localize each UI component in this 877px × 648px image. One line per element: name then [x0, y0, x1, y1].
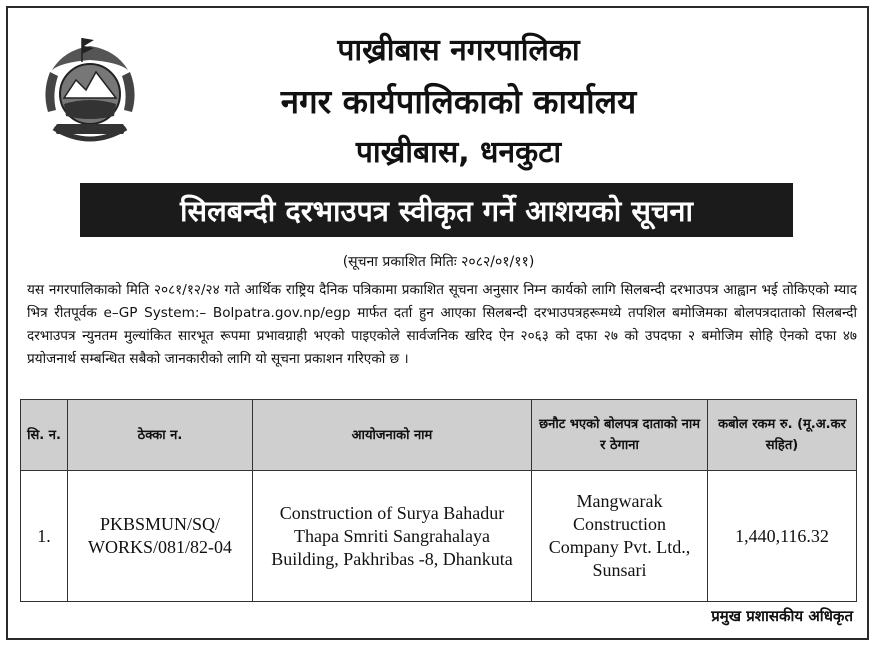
- notice-paragraph: यस नगरपालिकाको मिति २०८१/१२/२४ गते आर्थिक राष्ट्रिय दैनिक पत्रिकामा प्रकाशित सूचना अनुसार निम्न कार्यको लागि सिलबन्दी दरभाउपत्र आह्वान भई तोकिएको म्याद भित्र रीतपूर्वक e–GP System:– Bolpatra.gov.np/egp मार्फत दर्ता हुन आएका सिलबन्दी दरभाउपत्रहरूमध्ये तपशिल बमोजिमका बोलपत्रदाताको सिलबन्दी दरभाउपत्र न्युनतम मुल्यांकित सारभूत रूपमा प्रभावग्राही भएको पाइएकोले सार्वजनिक खरिद ऐन २०६३ को दफा २७ को उपदफा २ बमोजिम सोहि ऐनको दफा ४७ प्रयोजनार्थ सम्बन्धित सबैको जानकारीको लागि यो सूचना प्रकाशन गरिएको छ ।: [27, 282, 857, 367]
- notice-title-banner: [80, 183, 793, 237]
- header-contract-number: ठेक्का न.: [68, 400, 253, 471]
- cell-contract-number: PKBSMUN/SQ/ WORKS/081/82-04: [68, 471, 253, 602]
- office-address: पाख्रीबास, धनकुटा: [355, 135, 562, 170]
- table-row: [21, 471, 857, 602]
- header-project-name: आयोजनाको नाम: [253, 400, 532, 471]
- tender-table: [20, 399, 857, 602]
- cell-bidder: Mangwarak Construction Company Pvt. Ltd., Sunsari: [532, 471, 708, 602]
- header-serial-number: सि. न.: [21, 400, 68, 471]
- header-amount: कबोल रकम रु. (मू.अ.कर सहित): [708, 400, 857, 471]
- municipality-name: पाख्रीबास नगरपालिका: [337, 33, 580, 68]
- table-header-row: [21, 400, 857, 471]
- cell-amount: 1,440,116.32: [708, 471, 857, 602]
- signatory-title: प्रमुख प्रशासकीय अधिकृत: [711, 607, 853, 625]
- cell-serial-number: 1.: [21, 471, 68, 602]
- header-bidder: छनौट भएको बोलपत्र दाताको नाम र ठेगाना: [532, 400, 708, 471]
- publication-date: (सूचना प्रकाशित मितिः २०८२/०१/११): [342, 254, 535, 270]
- notice-title: सिलबन्दी दरभाउपत्र स्वीकृत गर्ने आशयको सूचना: [180, 193, 693, 228]
- office-name: नगर कार्यपालिकाको कार्यालय: [280, 82, 637, 121]
- cell-project-name: Construction of Surya Bahadur Thapa Smriti Sangrahalaya Building, Pakhribas -8, Dhankuta: [253, 471, 532, 602]
